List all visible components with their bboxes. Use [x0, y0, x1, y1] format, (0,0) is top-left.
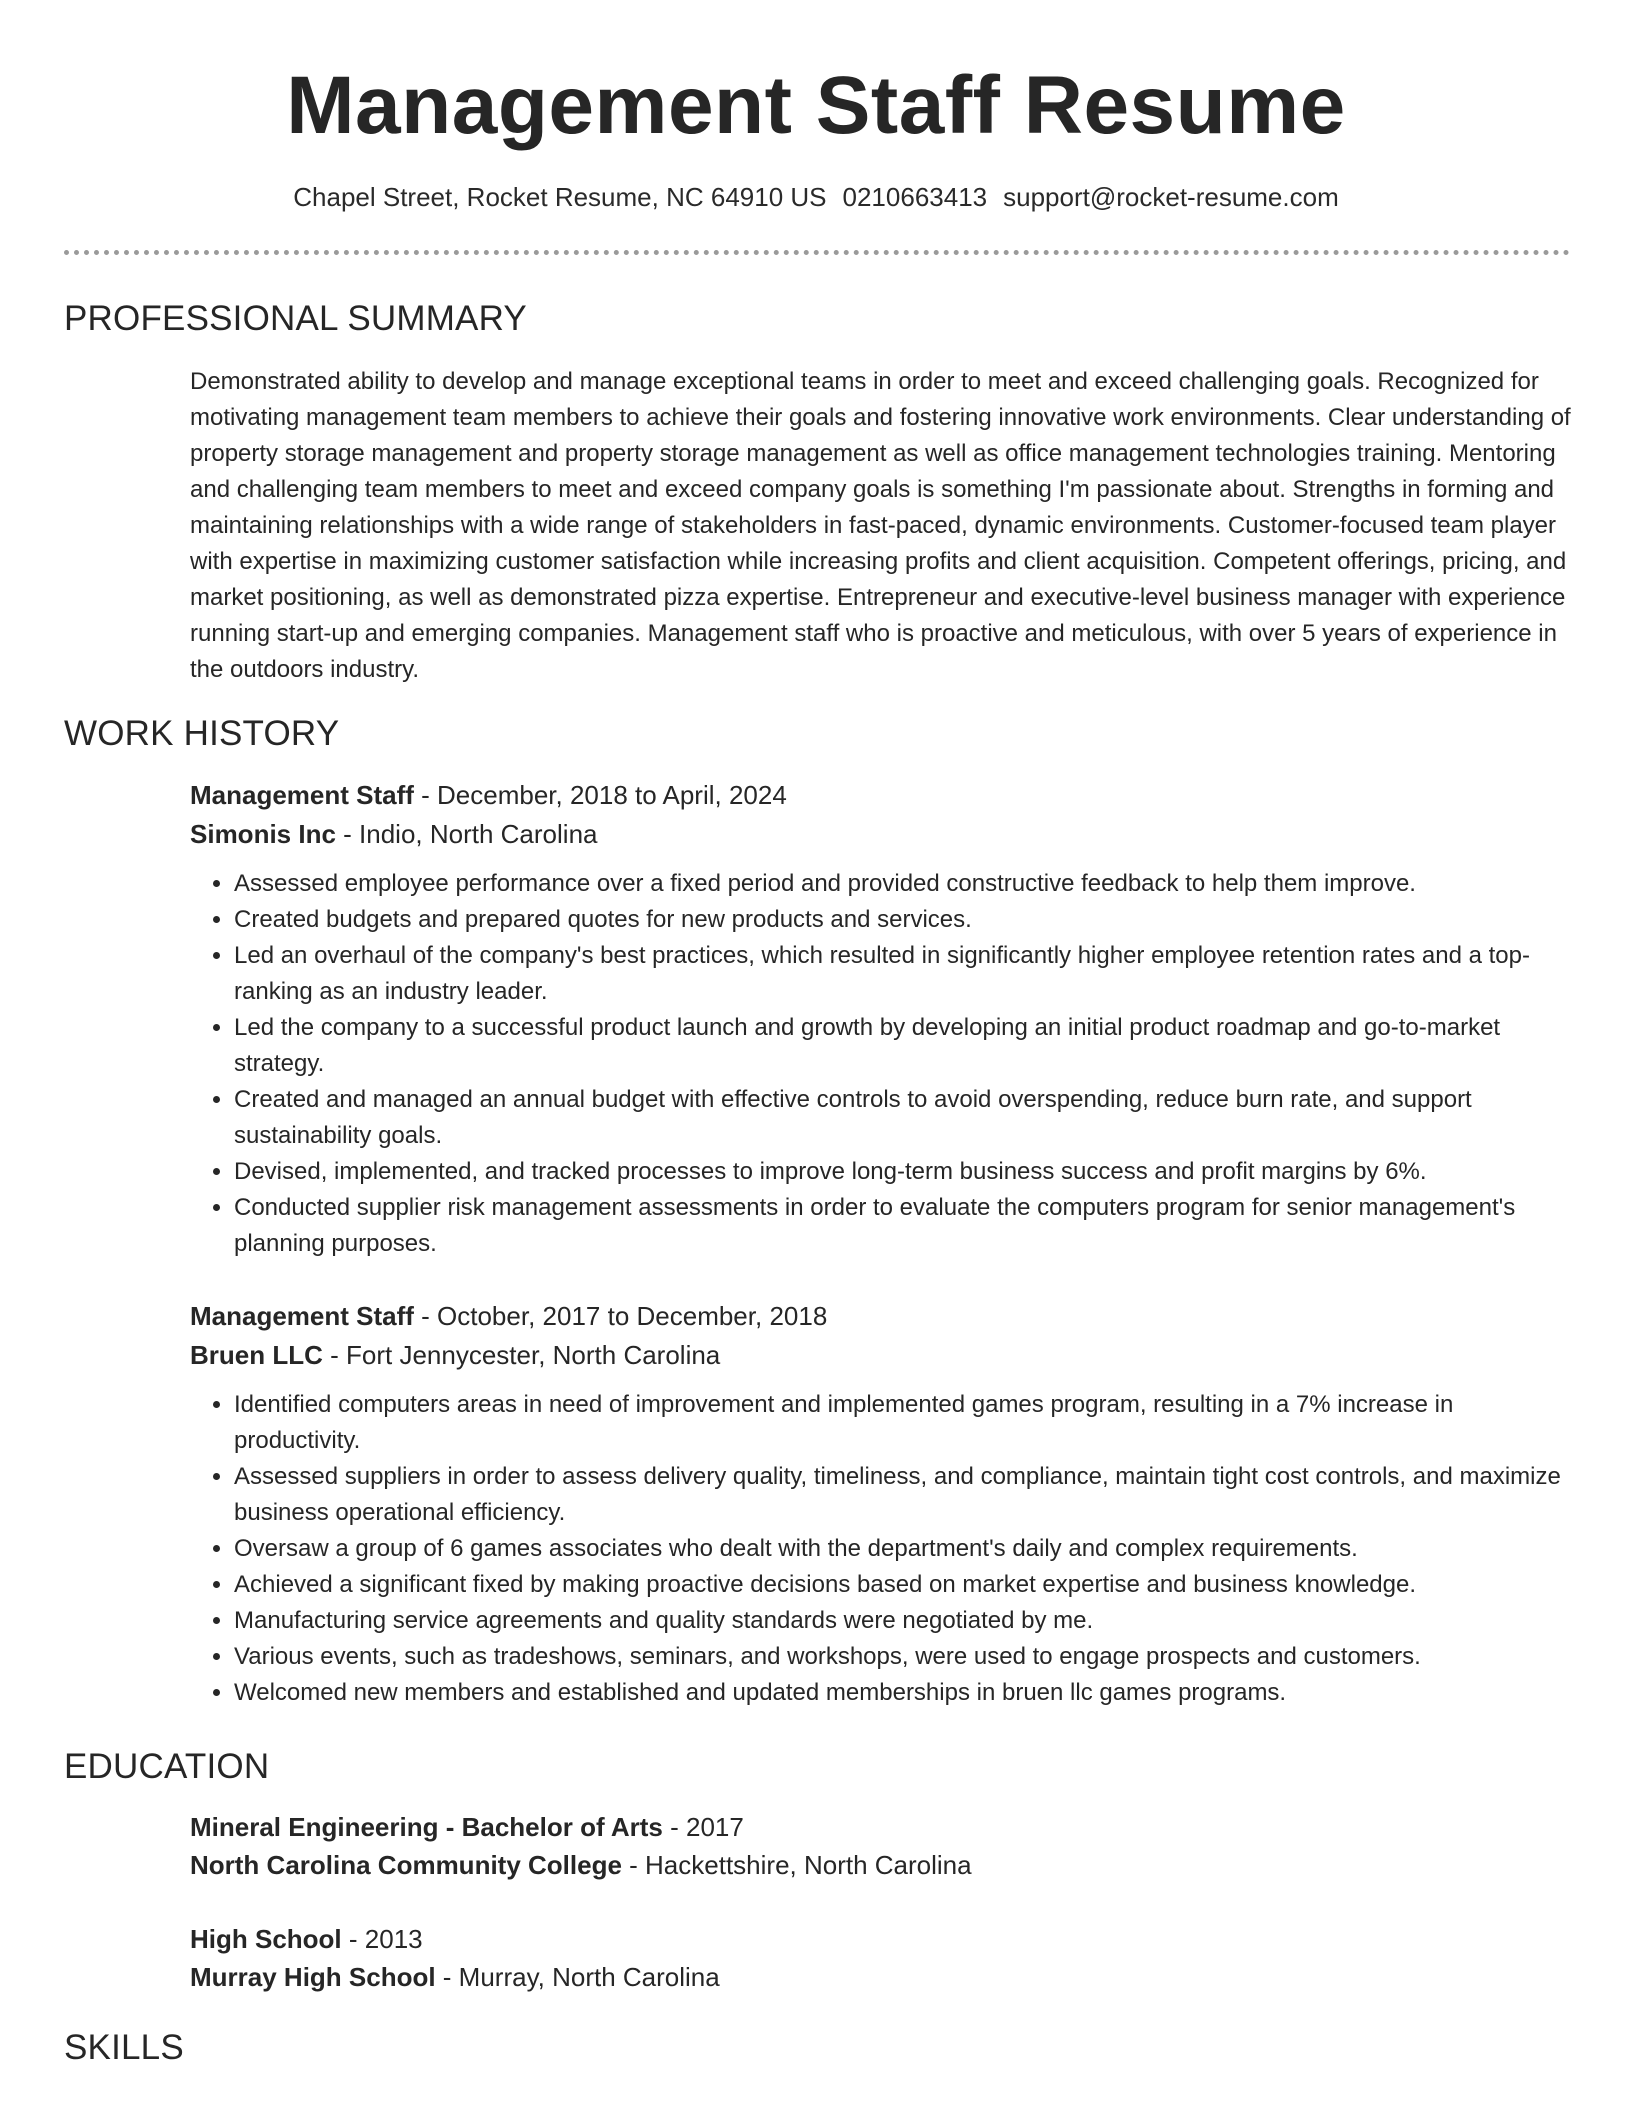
education-degree: High School [190, 1924, 342, 1954]
list-item: • Devised, implemented, and tracked processes to improve long-term business success and profit margins by 6%. [234, 1154, 1572, 1190]
job-entry [190, 1297, 1572, 1711]
job-title: Management Staff [190, 1301, 414, 1331]
job-title: Management Staff [190, 780, 414, 810]
summary-text: Demonstrated ability to develop and manage exceptional teams in order to meet and exceed challenging goals. Recognized for motivating management team members to achieve their goals and fostering innovative work environments. Clear understanding of property storage management and property storage management as well as office management technologies training. Mentoring and challenging team members to meet and exceed company goals is something I'm passionate about. Strengths in forming and maintaining relationships with a wide range of stakeholders in fast-paced, dynamic environments. Customer-focused team player with expertise in maximizing customer satisfaction while increasing profits and client acquisition. Competent offerings, pricing, and market positioning, as well as demonstrated pizza expertise. Entrepreneur and executive-level business manager with experience running start-up and emerging companies. Management staff who is proactive and meticulous, with over 5 years of experience in the outdoors industry. [190, 368, 1571, 683]
header-divider [64, 250, 1570, 255]
list-item: • Assessed employee performance over a fixed period and provided constructive feedback to help them improve. [234, 866, 1572, 902]
list-item: • Manufacturing service agreements and quality standards were negotiated by me. [234, 1603, 1572, 1639]
education-year: - 2013 [341, 1924, 423, 1954]
education-degree-line [190, 1920, 1572, 1958]
education-school: Murray High School [190, 1962, 436, 1992]
list-item: • Created and managed an annual budget with effective controls to avoid overspending, reduce burn rate, and support sustainability goals. [234, 1082, 1572, 1154]
summary-section [190, 364, 1572, 688]
job-entry [190, 776, 1572, 1262]
list-item: • Created budgets and prepared quotes for new products and services. [234, 902, 1572, 938]
section-title-education: EDUCATION [64, 1747, 270, 1786]
section-title-work-history: WORK HISTORY [64, 714, 340, 753]
list-item: • Assessed suppliers in order to assess delivery quality, timeliness, and compliance, maintain tight cost controls, and maximize business operational efficiency. [234, 1459, 1572, 1531]
list-item: • Led the company to a successful product launch and growth by developing an initial product roadmap and go-to-market strategy. [234, 1010, 1572, 1082]
education-degree: Mineral Engineering - Bachelor of Arts [190, 1812, 663, 1842]
list-item: • Oversaw a group of 6 games associates who dealt with the department's daily and complex requirements. [234, 1531, 1572, 1567]
list-item: • Conducted supplier risk management assessments in order to evaluate the computers program for senior management's planning purposes. [234, 1190, 1572, 1262]
job-dates: - December, 2018 to April, 2024 [413, 780, 787, 810]
list-item: • Achieved a significant fixed by making proactive decisions based on market expertise and business knowledge. [234, 1567, 1572, 1603]
education-year: - 2017 [662, 1812, 744, 1842]
job-company-line [190, 815, 1572, 854]
job-location: - Fort Jennycester, North Carolina [322, 1340, 721, 1370]
contact-line [0, 180, 1632, 214]
section-title-summary: PROFESSIONAL SUMMARY [64, 299, 527, 338]
list-item: • Various events, such as tradeshows, seminars, and workshops, were used to engage prospects and customers. [234, 1639, 1572, 1675]
section-title-skills: SKILLS [64, 2028, 184, 2067]
job-company: Bruen LLC [190, 1340, 323, 1370]
contact-phone: 0210663413 [842, 182, 988, 212]
list-item: • Identified computers areas in need of improvement and implemented games program, resulting in a 7% increase in productivity. [234, 1387, 1572, 1459]
list-item: • Led an overhaul of the company's best practices, which resulted in significantly higher employee retention rates and a top-ranking as an industry leader. [234, 938, 1572, 1010]
education-location: - Hackettshire, North Carolina [621, 1850, 972, 1880]
education-location: - Murray, North Carolina [435, 1962, 720, 1992]
job-bullet-list [190, 866, 1572, 1262]
job-company-line [190, 1336, 1572, 1375]
job-company: Simonis Inc [190, 819, 336, 849]
job-title-line [190, 1297, 1572, 1336]
education-entry [190, 1808, 1572, 1884]
resume-title: Management Staff Resume [286, 60, 1346, 151]
education-school: North Carolina Community College [190, 1850, 622, 1880]
job-title-line [190, 776, 1572, 815]
education-degree-line [190, 1808, 1572, 1846]
job-location: - Indio, North Carolina [335, 819, 598, 849]
contact-address: Chapel Street, Rocket Resume, NC 64910 US [293, 182, 827, 212]
education-school-line [190, 1958, 1572, 1996]
job-dates: - October, 2017 to December, 2018 [413, 1301, 828, 1331]
list-item: • Welcomed new members and established and updated memberships in bruen llc games programs. [234, 1675, 1572, 1711]
education-entry [190, 1920, 1572, 1996]
contact-email: support@rocket-resume.com [1003, 182, 1339, 212]
job-bullet-list [190, 1387, 1572, 1711]
education-school-line [190, 1846, 1572, 1884]
